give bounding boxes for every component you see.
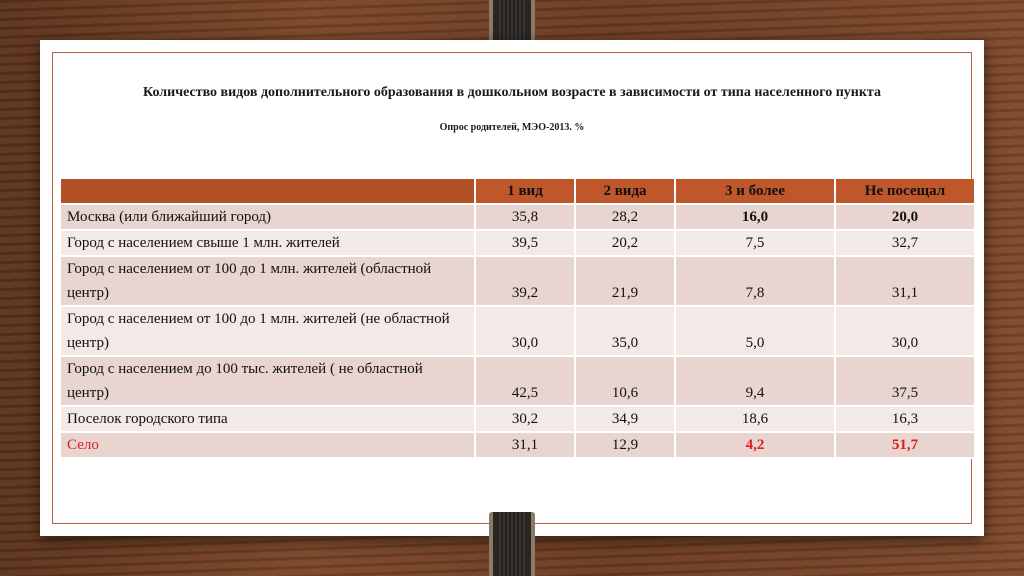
slide-subtitle: Опрос родителей, МЭО-2013. % [439,122,585,133]
cell-value: 21,9 [575,256,675,306]
cell-value: 7,5 [675,230,835,256]
cell-value: 18,6 [675,406,835,432]
cell-value: 51,7 [835,432,975,458]
cell-value: 31,1 [475,432,575,458]
cell-value: 20,0 [835,204,975,230]
cell-value: 5,0 [675,306,835,356]
slide-title: Количество видов дополнительного образования в дошкольном возрасте в зависимости от типа населенного пункта [143,85,881,100]
cell-value: 30,2 [475,406,575,432]
table-row [61,230,975,256]
cell-value: 16,3 [835,406,975,432]
cell-value: 20,2 [575,230,675,256]
cell-value: 42,5 [475,356,575,406]
table-header-row [61,179,975,204]
row-label: Город с населением от 100 до 1 млн. жителей (областной центр) [61,256,475,306]
row-label: Село [61,432,475,458]
data-table [61,179,976,459]
cell-value: 35,8 [475,204,575,230]
cell-value: 39,5 [475,230,575,256]
cell-value: 30,0 [475,306,575,356]
table-row [61,406,975,432]
cell-value: 30,0 [835,306,975,356]
header-cell-1-vid: 1 вид [475,179,575,204]
cell-value: 37,5 [835,356,975,406]
cell-value: 16,0 [675,204,835,230]
cell-value: 31,1 [835,256,975,306]
table-row [61,356,975,406]
cell-value: 10,6 [575,356,675,406]
binder-clip-bottom [489,512,535,576]
header-cell-3-i-bolee: 3 и более [675,179,835,204]
cell-value: 12,9 [575,432,675,458]
cell-value: 4,2 [675,432,835,458]
row-label: Город с населением свыше 1 млн. жителей [61,230,475,256]
cell-value: 7,8 [675,256,835,306]
cell-value: 39,2 [475,256,575,306]
cell-value: 28,2 [575,204,675,230]
table-row [61,432,975,458]
cell-value: 35,0 [575,306,675,356]
row-label: Город с населением до 100 тыс. жителей ( не областной центр) [61,356,475,406]
row-label: Поселок городского типа [61,406,475,432]
table-row [61,204,975,230]
slide [40,40,984,536]
cell-value: 34,9 [575,406,675,432]
table-row [61,256,975,306]
row-label: Москва (или ближайший город) [61,204,475,230]
header-cell-ne-poseshchal: Не посещал [835,179,975,204]
header-cell-2-vida: 2 вида [575,179,675,204]
row-label: Город с населением от 100 до 1 млн. жителей (не областной центр) [61,306,475,356]
cell-value: 9,4 [675,356,835,406]
cell-value: 32,7 [835,230,975,256]
table-row [61,306,975,356]
header-cell-label [61,179,475,204]
